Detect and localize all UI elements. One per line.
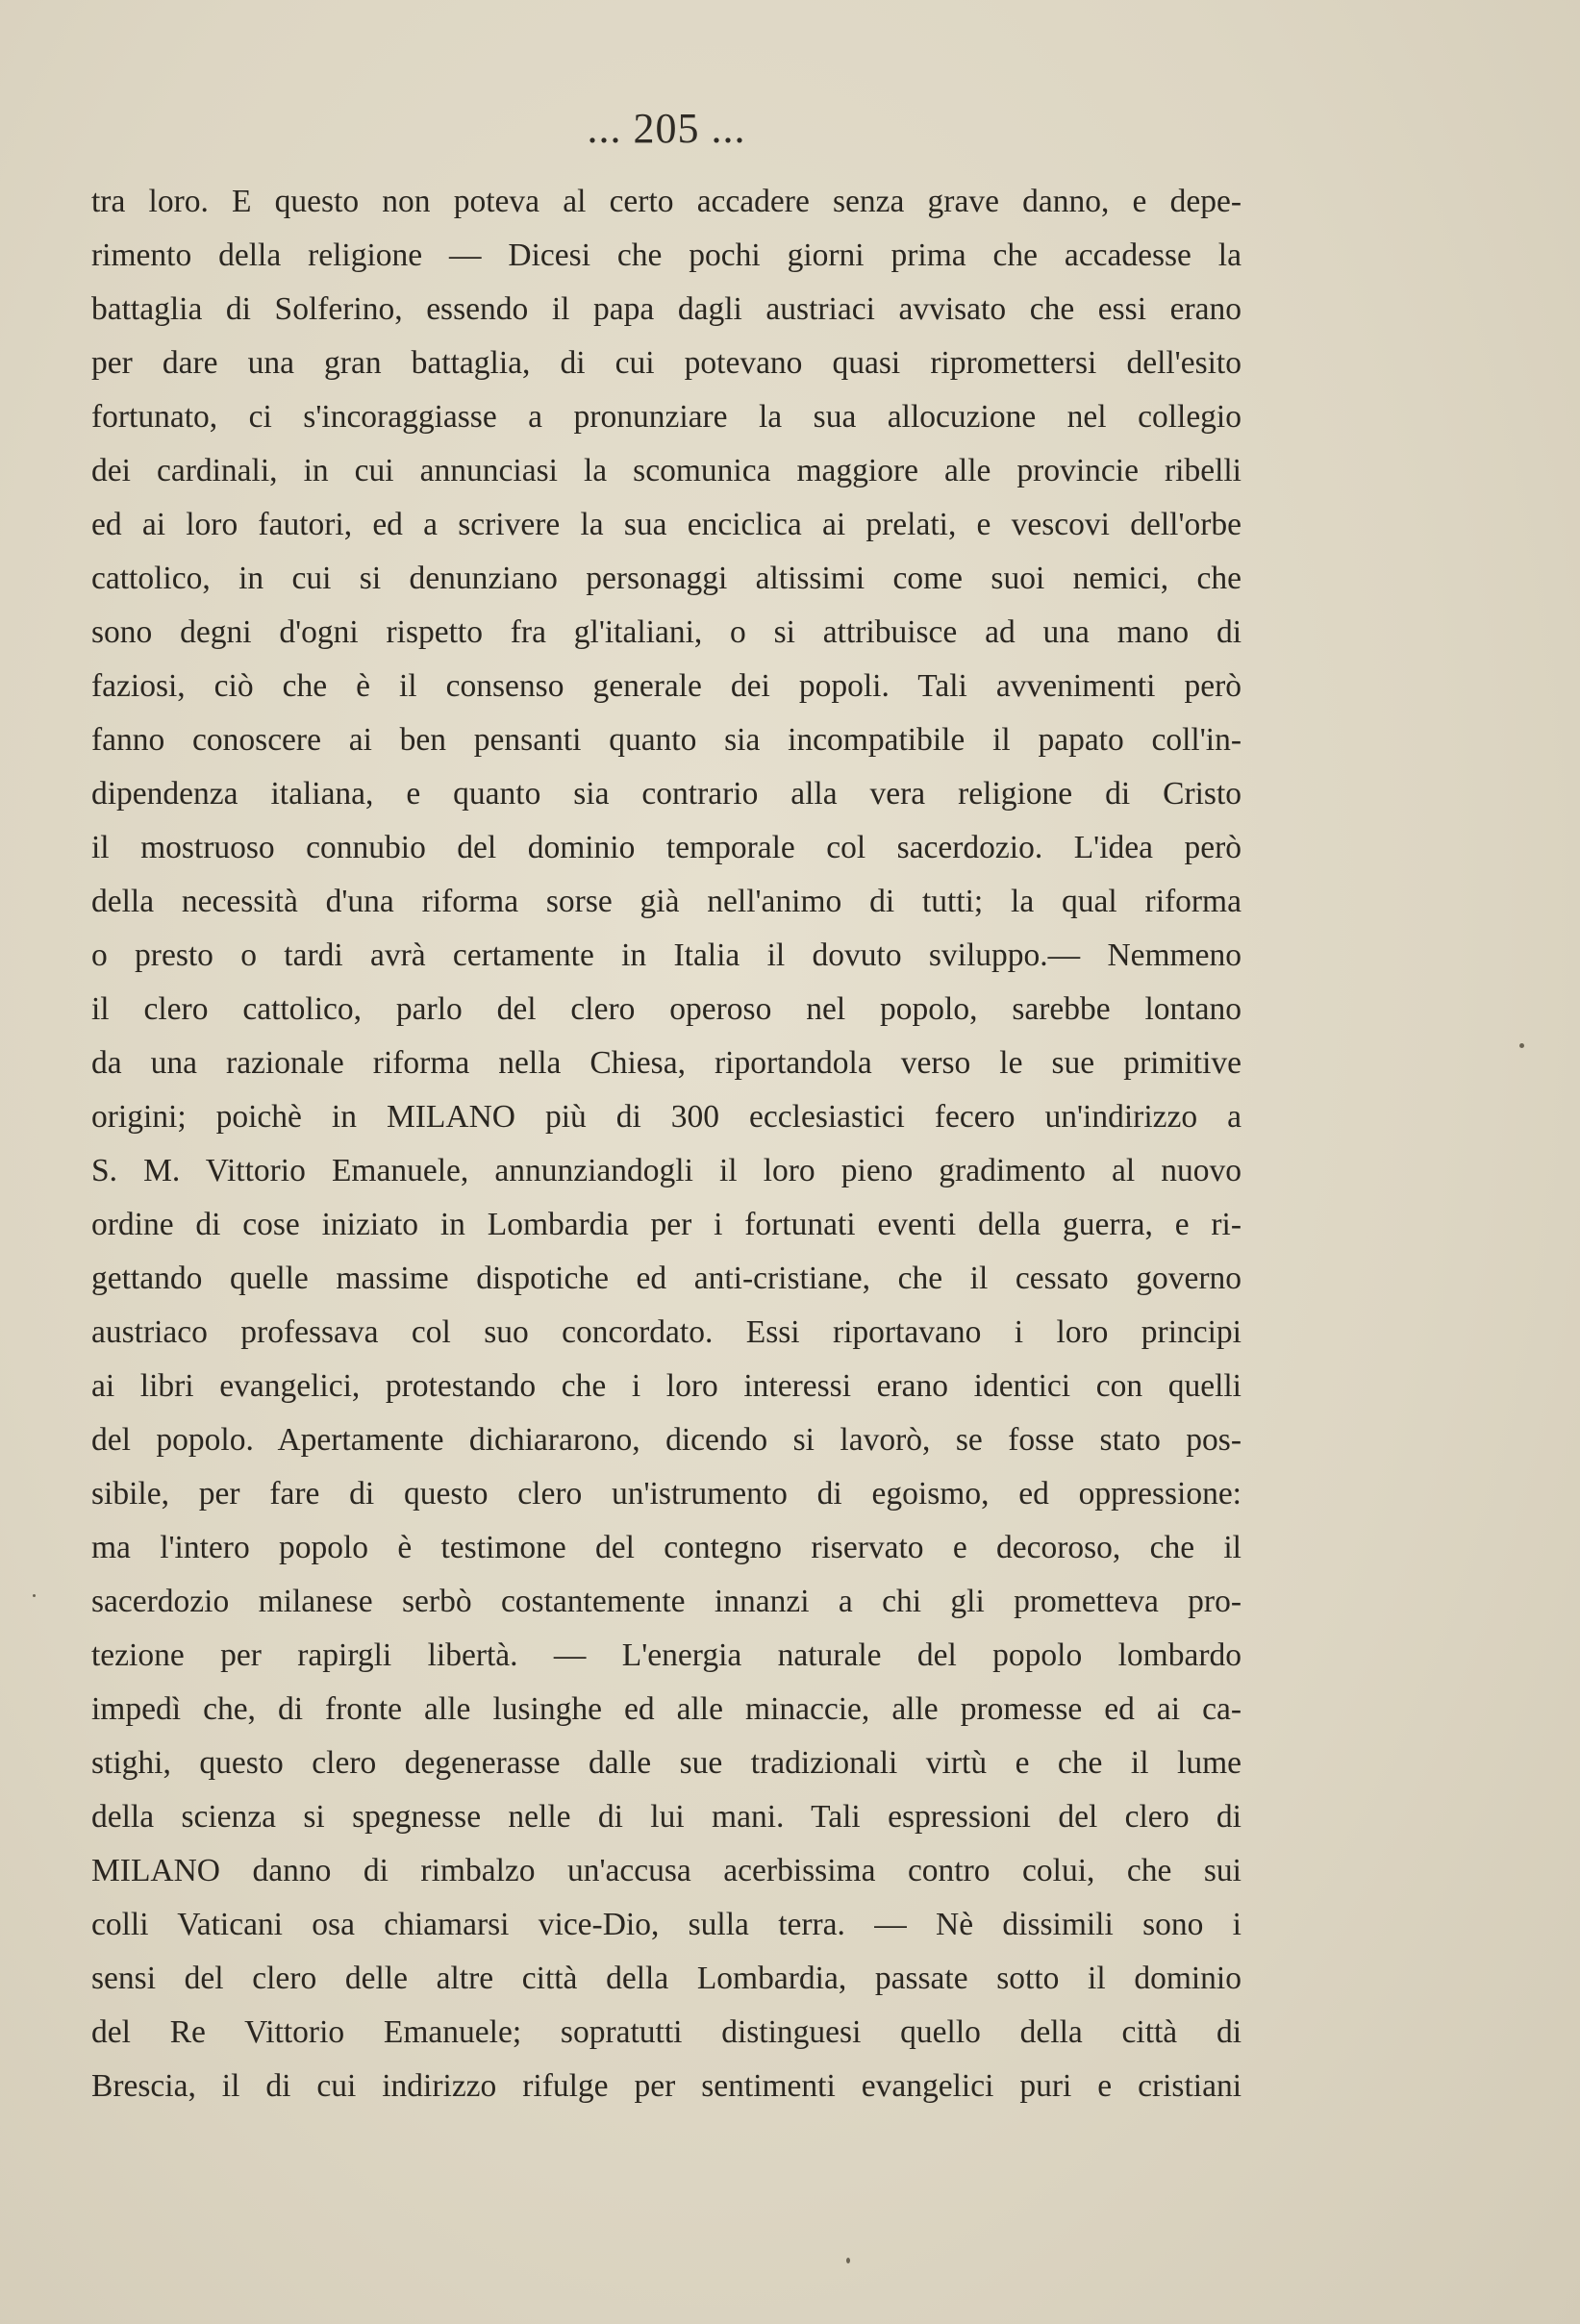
page-number: ... 205 ... [587, 105, 746, 152]
text-line: gettando quelle massime dispotiche ed anti-cristiane, che il cessato governo [91, 1261, 1241, 1296]
text-line: tra loro. E questo non poteva al certo accadere senza grave danno, e depe- [91, 184, 1241, 219]
text-line: del Re Vittorio Emanuele; sopratutti distinguesi quello della città di [91, 2014, 1241, 2050]
paper-speck [846, 2258, 850, 2263]
text-line: rimento della religione — Dicesi che pochi giorni prima che accadesse la [91, 237, 1241, 273]
text-line: il mostruoso connubio del dominio temporale col sacerdozio. L'idea però [91, 830, 1241, 865]
text-line: austriaco professava col suo concordato. Essi riportavano i loro principi [91, 1314, 1241, 1350]
text-line: dei cardinali, in cui annunciasi la scomunica maggiore alle provincie ribelli [91, 453, 1241, 488]
text-line: Brescia, il di cui indirizzo rifulge per sentimenti evangelici puri e cristiani [91, 2068, 1241, 2104]
text-line: origini; poichè in MILANO più di 300 ecclesiastici fecero un'indirizzo a [91, 1099, 1241, 1135]
text-line: impedì che, di fronte alle lusinghe ed alle minaccie, alle promesse ed ai ca- [91, 1691, 1241, 1727]
text-line: stighi, questo clero degenerasse dalle sue tradizionali virtù e che il lume [91, 1745, 1241, 1781]
text-line: da una razionale riforma nella Chiesa, riportandola verso le sue primitive [91, 1045, 1241, 1081]
text-line: ed ai loro fautori, ed a scrivere la sua enciclica ai prelati, e vescovi dell'orbe [91, 507, 1241, 542]
text-line: dipendenza italiana, e quanto sia contrario alla vera religione di Cristo [91, 776, 1241, 812]
paper-speck [1519, 1043, 1524, 1048]
text-line: sono degni d'ogni rispetto fra gl'italiani, o si attribuisce ad una mano di [91, 614, 1241, 650]
text-line: colli Vaticani osa chiamarsi vice-Dio, sulla terra. — Nè dissimili sono i [91, 1907, 1241, 1942]
text-line: faziosi, ciò che è il consenso generale dei popoli. Tali avvenimenti però [91, 668, 1241, 704]
text-line: ai libri evangelici, protestando che i loro interessi erano identici con quelli [91, 1368, 1241, 1404]
text-line: S. M. Vittorio Emanuele, annunziandogli il loro pieno gradimento al nuovo [91, 1153, 1241, 1188]
text-line: sibile, per fare di questo clero un'istrumento di egoismo, ed oppressione: [91, 1476, 1241, 1512]
text-line: sacerdozio milanese serbò costantemente innanzi a chi gli prometteva pro- [91, 1584, 1241, 1619]
text-line: per dare una gran battaglia, di cui potevano quasi ripromettersi dell'esito [91, 345, 1241, 381]
text-line: sensi del clero delle altre città della Lombardia, passate sotto il dominio [91, 1961, 1241, 1996]
text-line: ordine di cose iniziato in Lombardia per i fortunati eventi della guerra, e ri- [91, 1207, 1241, 1242]
text-line: ma l'intero popolo è testimone del contegno riservato e decoroso, che il [91, 1530, 1241, 1565]
text-line: fanno conoscere ai ben pensanti quanto sia incompatibile il papato coll'in- [91, 722, 1241, 758]
text-line: fortunato, ci s'incoraggiasse a pronunziare la sua allocuzione nel collegio [91, 399, 1241, 435]
text-line: del popolo. Apertamente dichiararono, dicendo si lavorò, se fosse stato pos- [91, 1422, 1241, 1458]
text-line: il clero cattolico, parlo del clero operoso nel popolo, sarebbe lontano [91, 991, 1241, 1027]
body-text [91, 175, 1241, 2113]
text-line: cattolico, in cui si denunziano personaggi altissimi come suoi nemici, che [91, 561, 1241, 596]
text-line: della scienza si spegnesse nelle di lui mani. Tali espressioni del clero di [91, 1799, 1241, 1835]
text-line: battaglia di Solferino, essendo il papa dagli austriaci avvisato che essi erano [91, 291, 1241, 327]
text-line: MILANO danno di rimbalzo un'accusa acerbissima contro colui, che sui [91, 1853, 1241, 1888]
paper-speck [33, 1594, 36, 1597]
text-line: tezione per rapirgli libertà. — L'energia naturale del popolo lombardo [91, 1637, 1241, 1673]
text-line: della necessità d'una riforma sorse già nell'animo di tutti; la qual riforma [91, 884, 1241, 919]
text-line: o presto o tardi avrà certamente in Italia il dovuto sviluppo.— Nemmeno [91, 937, 1241, 973]
